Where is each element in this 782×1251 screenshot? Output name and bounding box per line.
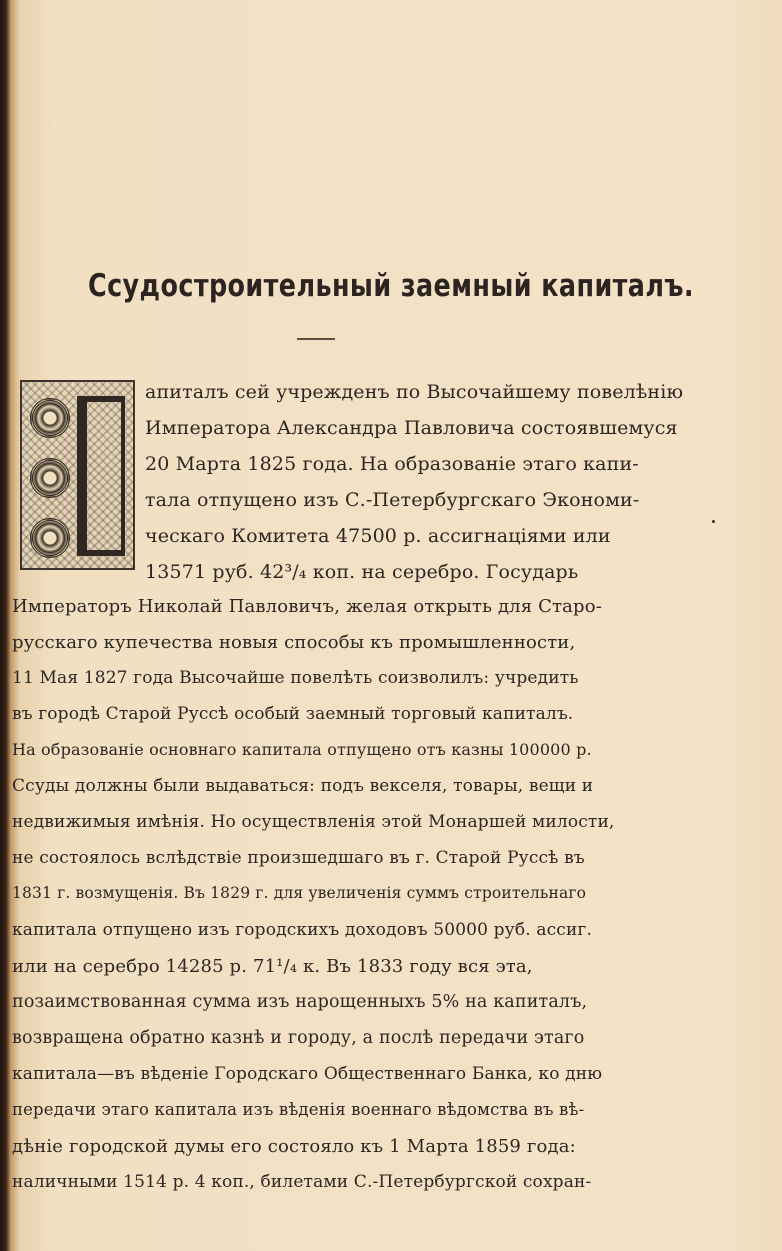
text-line: На образованіе основнаго капитала отпущено отъ казны 100000 р. — [12, 740, 592, 759]
page-title: Ссудостроительный заемный капиталъ. — [87, 268, 694, 304]
text-line: Ссуды должны были выдаваться: подъ векселя, товары, вещи и — [12, 776, 594, 796]
text-line: передачи этаго капитала изъ вѣденія военнаго вѣдомства въ вѣ- — [12, 1100, 585, 1119]
text-line: или на серебро 14285 р. 71¹/₄ к. Въ 1833 году вся эта, — [12, 956, 533, 977]
text-line: возвращена обратно казнѣ и городу, а послѣ передачи этаго — [12, 1028, 585, 1048]
text-line: не состоялось вслѣдствіе произшедшаго въ г. Старой Руссѣ въ — [12, 848, 585, 868]
text-line: 1831 г. возмущенія. Въ 1829 г. для увеличенія суммъ строительнаго — [12, 884, 587, 902]
ink-speck — [712, 520, 715, 523]
text-line: наличными 1514 р. 4 коп., билетами С.-Петербургской сохран- — [12, 1172, 592, 1192]
text-line: 20 Марта 1825 года. На образованіе этаго капи- — [145, 453, 639, 475]
text-line: Императоръ Николай Павловичъ, желая открыть для Старо- — [12, 596, 602, 617]
initial-letter-k-icon — [77, 396, 125, 556]
ornamental-initial-k-icon — [20, 380, 135, 570]
text-line: недвижимыя имѣнія. Но осуществленія этой Монаршей милости, — [12, 812, 615, 832]
text-line: позаимствованная сумма изъ нарощенныхъ 5% на капиталъ, — [12, 992, 588, 1012]
text-line: капитала—въ вѣденіе Городскаго Общественнаго Банка, ко дню — [12, 1064, 603, 1084]
text-line: капитала отпущено изъ городскихъ доходовъ 50000 руб. ассиг. — [12, 920, 593, 940]
bleed-through-text — [595, 112, 685, 282]
text-line: ческаго Комитета 47500 р. ассигнаціями или — [145, 525, 611, 547]
text-line: апиталъ сей учрежденъ по Высочайшему повелѣнію — [145, 381, 684, 403]
text-line: дѣніе городской думы его состояло къ 1 Марта 1859 года: — [12, 1136, 576, 1157]
text-line: въ городѣ Старой Руссѣ особый заемный торговый капиталъ. — [12, 704, 574, 724]
text-line: 11 Мая 1827 года Высочайше повелѣть соизволилъ: учредить — [12, 668, 579, 688]
text-line: русскаго купечества новыя способы къ промышленности, — [12, 632, 576, 653]
ornament-medallion-icon — [30, 458, 70, 498]
ornament-medallion-icon — [30, 398, 70, 438]
text-line: Императора Александра Павловича состоявшемуся — [145, 417, 678, 439]
title-rule — [297, 338, 335, 340]
ornament-medallion-icon — [30, 518, 70, 558]
text-line: 13571 руб. 42³/₄ коп. на серебро. Государь — [145, 561, 579, 583]
text-line: тала отпущено изъ С.-Петербургскаго Экономи- — [145, 489, 640, 511]
